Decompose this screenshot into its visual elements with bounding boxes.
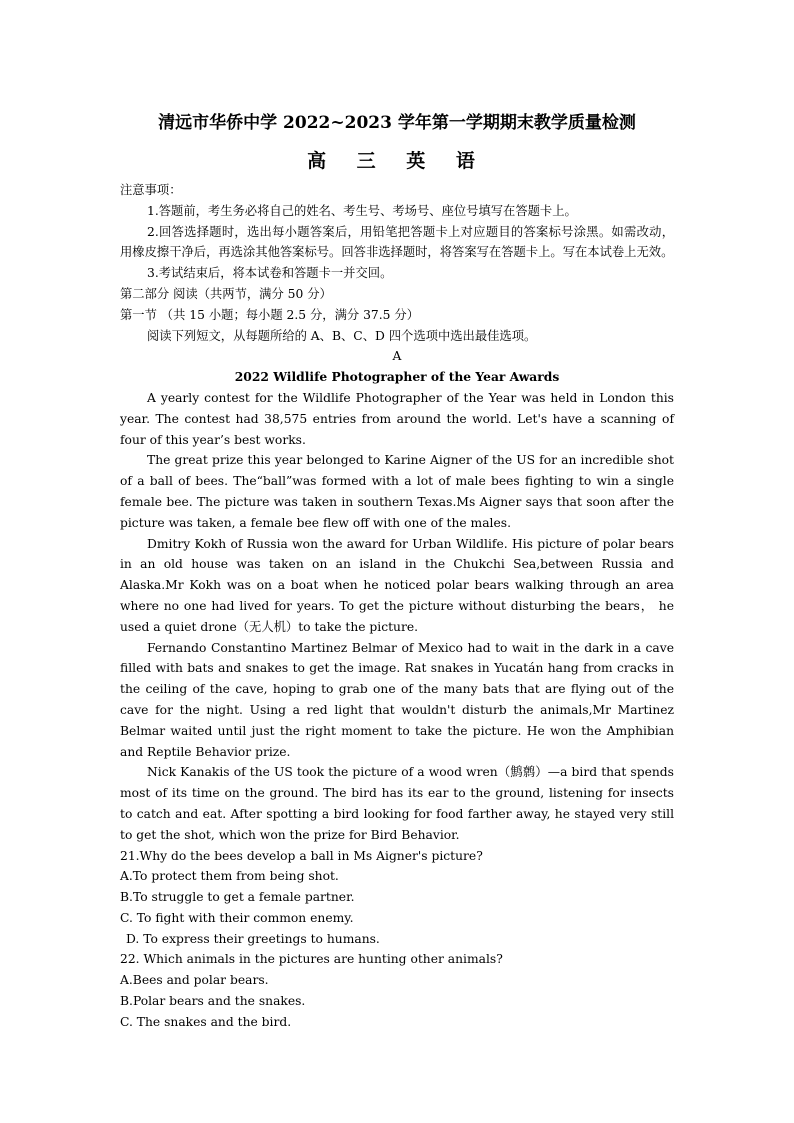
passage-paragraph: A yearly contest for the Wildlife Photographer of the Year was held in London this year. The contest had 38,575 entries from around the world. Let's have a scanning of four of this year’s best works. [120,390,674,447]
question-option: A.Bees and polar bears. [120,973,269,988]
question-option: C. The snakes and the bird. [120,1014,292,1029]
passage-title: 2022 Wildlife Photographer of the Year Awards [234,369,560,385]
question-option: B.To struggle to get a female partner. [120,890,355,905]
exam-body [120,180,674,1033]
notice-item: 3.考试结束后，将本试卷和答题卡一并交回。 [147,266,393,281]
notice-item: 1.答题前，考生务必将自己的姓名、考生号、考场号、座位号填写在答题卡上。 [147,203,577,218]
question-stem: 22. Which animals in the pictures are hunting other animals? [120,952,503,967]
question-option: A.To protect them from being shot. [120,869,339,884]
notice-item: 2.回答选择题时，选出每小题答案后，用铅笔把答题卡上对应题目的答案标号涂黑。如需改动，用橡皮擦干净后，再选涂其他答案标号。回答非选择题时，将答案写在答题卡上。写在本试卷上无效。 [120,224,674,260]
passage-paragraph: Nick Kanakis of the US took the picture of a wood wren（鹪鹩）—a bird that spends most of its time on the ground. The bird has its ear to the ground, listening for insects to catch and eat. After spotting a bird looking for food farther away, he stayed very still to get the shot, which won the prize for Bird Behavior. [120,765,674,842]
question-option: D. To express their greetings to humans. [126,931,380,946]
passage-paragraph: Dmitry Kokh of Russia won the award for Urban Wildlife. His picture of polar bears in an old house was taken on an island in the Chukchi Sea,between Russia and Alaska.Mr Kokh was on a boat when he noticed polar bears walking through an area where no one had lived for years. To get the picture without disturbing the bears， he used a quiet drone（无人机）to take the picture. [120,536,674,634]
section-subsection: 第一节 （共 15 小题；每小题 2.5 分，满分 37.5 分） [120,307,419,322]
question-stem: 21.Why do the bees develop a ball in Ms Aigner's picture? [120,848,483,863]
notice-heading: 注意事项： [120,183,182,197]
question-option: B.Polar bears and the snakes. [120,994,306,1009]
passage-paragraph: The great prize this year belonged to Karine Aigner of the US for an incredible shot of a ball of bees. The“ball”was formed with a lot of male bees fighting to win a single female bee. The picture was taken in southern Texas.Ms Aigner says that soon after the picture was taken, a female bee flew off with one of the males. [120,453,674,530]
exam-title: 清远市华侨中学 2022~2023 学年第一学期期末教学质量检测 [158,113,636,133]
passage-paragraph: Fernando Constantino Martinez Belmar of Mexico had to wait in the dark in a cave filled with bats and snakes to get the image. Rat snakes in Yucatán hang from cracks in the ceiling of the cave, hoping to grab one of the many bats that are flying out of the cave for the night. Using a red light that wouldn't disturb the animals,Mr Martinez Belmar waited until just the right moment to take the picture. He won the Amphibian and Reptile Behavior prize. [120,640,674,759]
section-instruction: 阅读下列短文，从每题所给的 A、B、C、D 四个选项中选出最佳选项。 [147,328,537,343]
section-part: 第二部分 阅读（共两节，满分 50 分） [120,286,332,301]
exam-subject: 高 三 英 语 [307,150,487,172]
question-option: C. To fight with their common enemy. [120,910,354,925]
passage-label: A [392,349,402,364]
